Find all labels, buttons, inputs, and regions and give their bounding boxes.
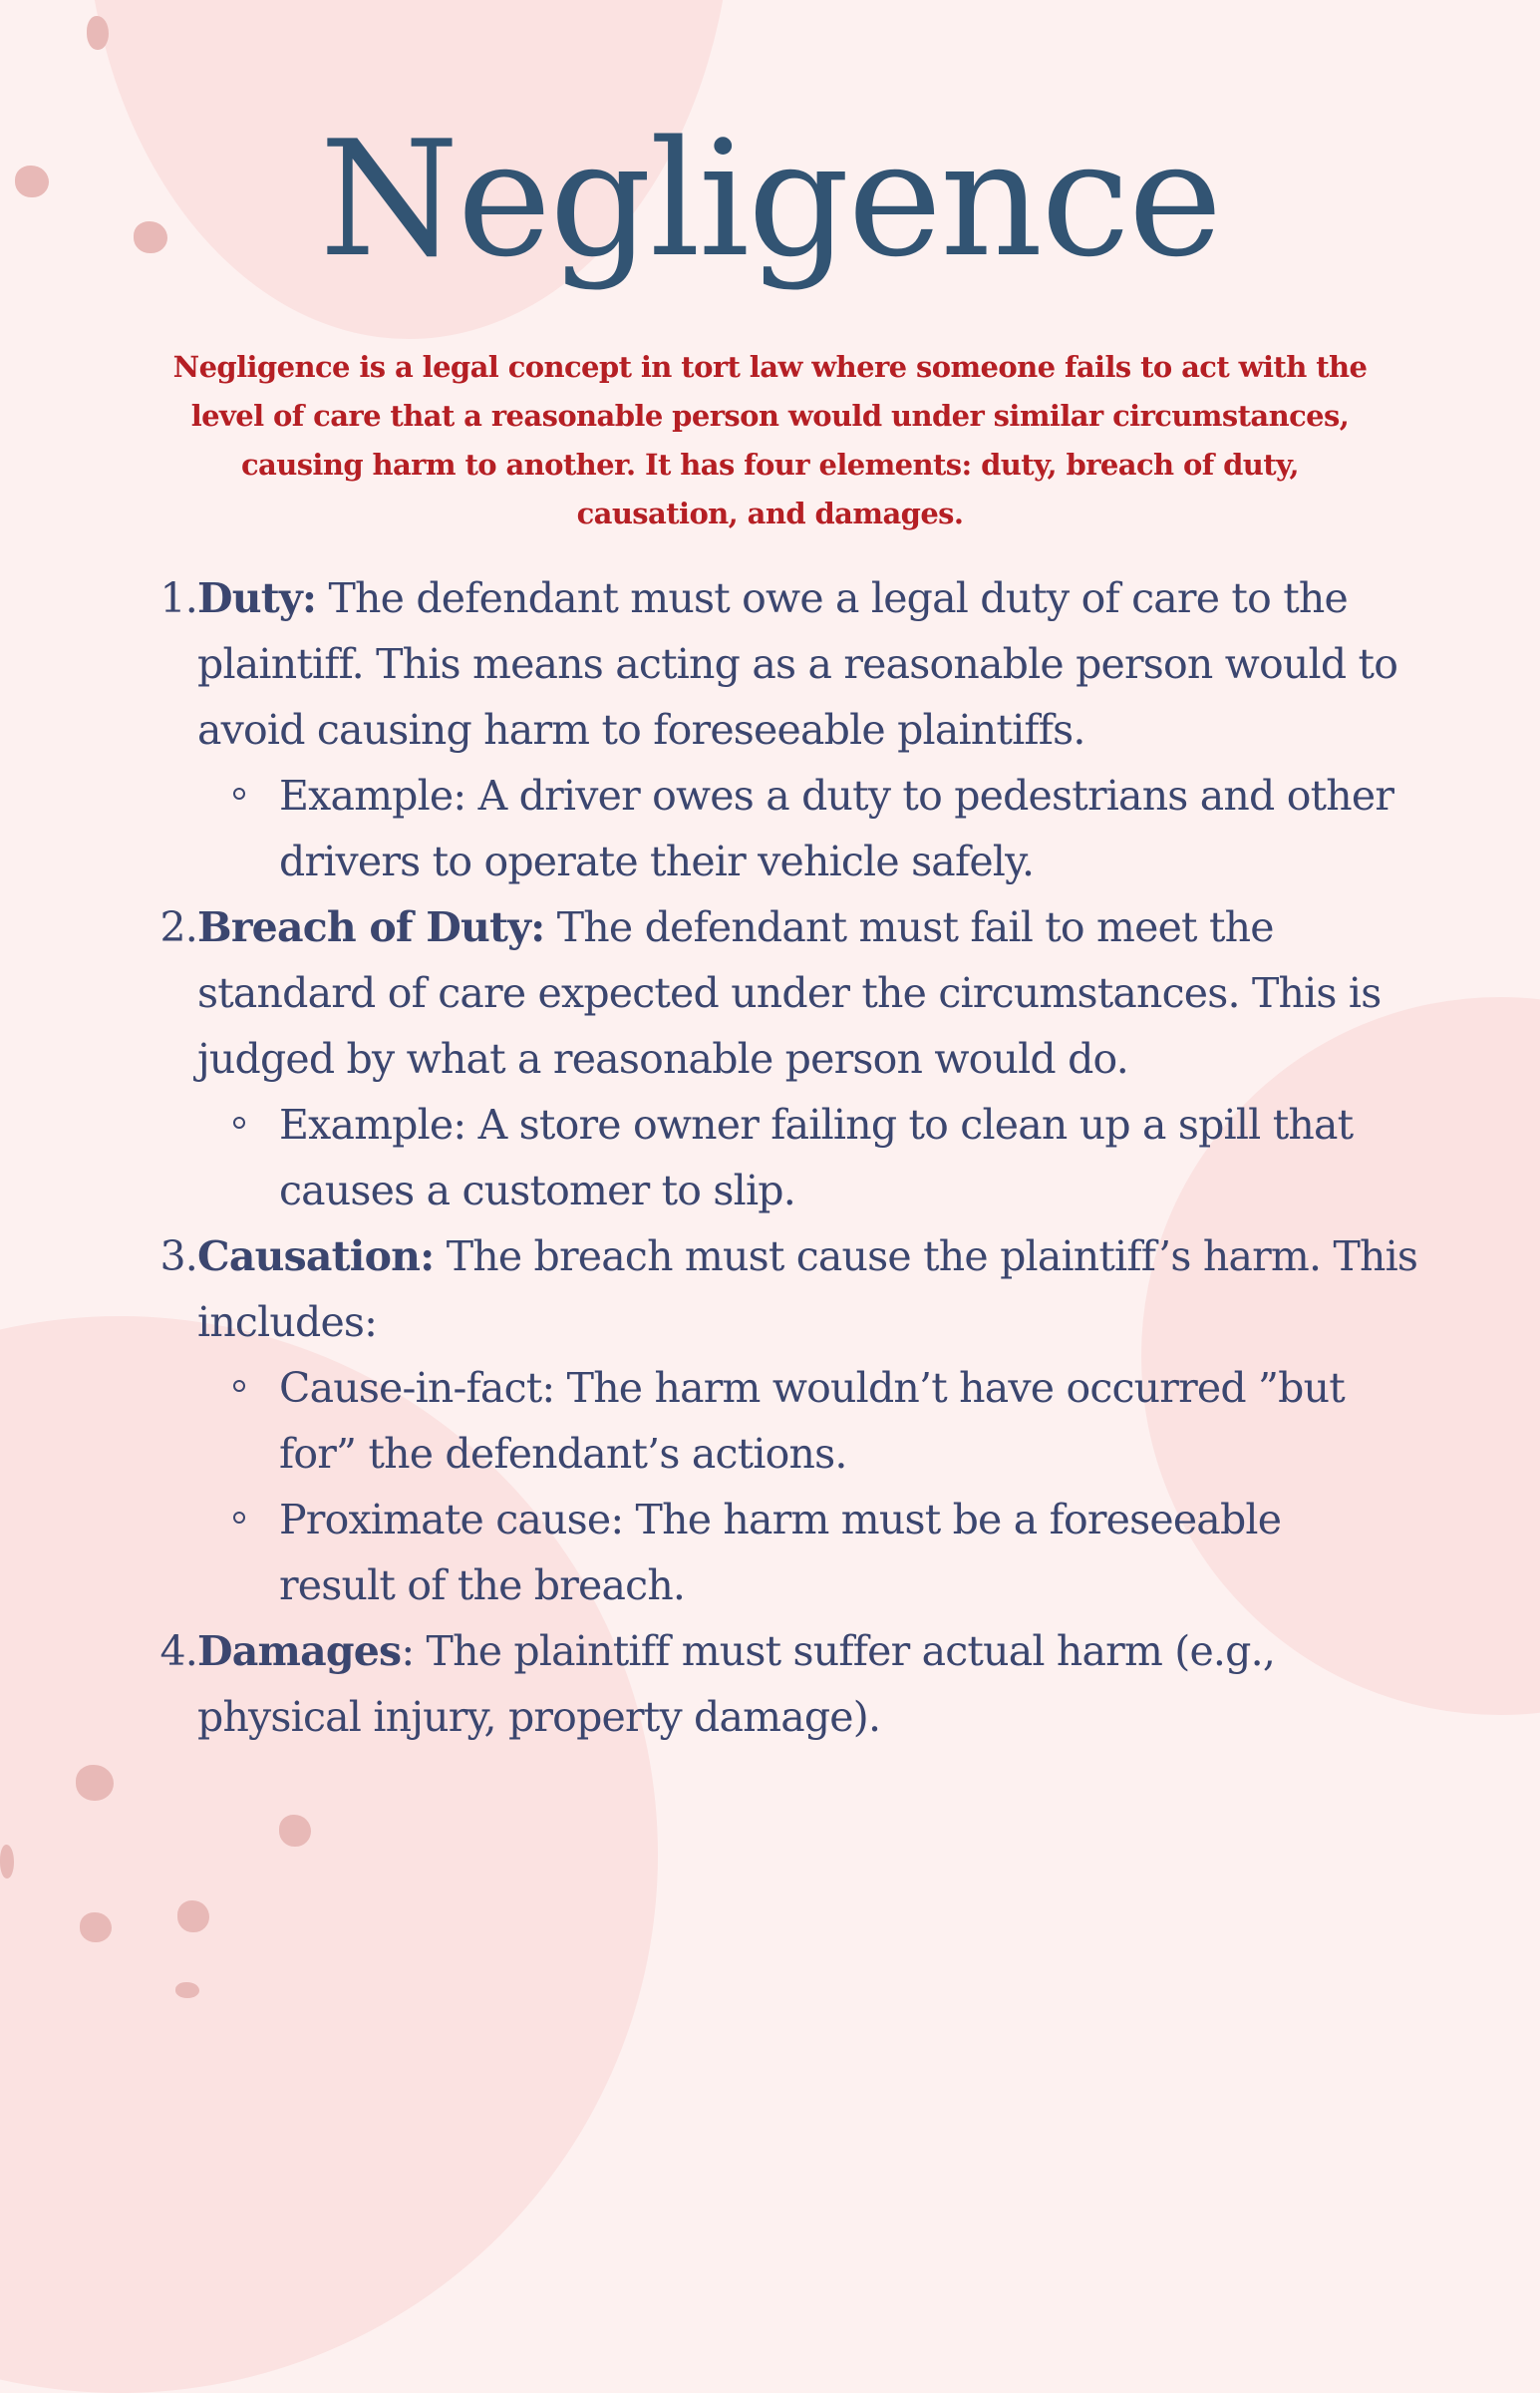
sub-list [197, 1092, 1423, 1223]
element-number: 3. [159, 1232, 197, 1280]
element-term: Breach of Duty: [197, 903, 545, 951]
element-item [0, 1618, 1423, 1750]
element-term: Duty: [197, 574, 317, 622]
element-description: The defendant must fail to meet the standard of care expected under the circumstances. This is judged by what a reasonable person would do. [197, 903, 1382, 1083]
sub-item [197, 763, 1395, 894]
circle-bullet-icon [233, 1117, 245, 1129]
sub-item-text: Example: A store owner failing to clean up a spill that causes a customer to slip. [279, 1101, 1354, 1214]
sub-list [197, 1355, 1423, 1618]
element-item [0, 1223, 1423, 1618]
element-number: 4. [159, 1627, 197, 1675]
page-title: Negligence [319, 106, 1221, 292]
element-item [0, 565, 1423, 894]
decorative-dot [80, 1912, 112, 1942]
element-number: 2. [159, 903, 197, 951]
element-description: : The plaintiff must suffer actual harm (e.g., physical injury, property damage). [197, 1627, 1276, 1741]
element-number: 1. [159, 574, 197, 622]
decorative-dot [0, 1845, 14, 1879]
sub-item [197, 1092, 1395, 1223]
sub-list [197, 763, 1423, 894]
decorative-dot [279, 1815, 311, 1847]
sub-item [197, 1355, 1395, 1487]
decorative-dot [76, 1765, 114, 1801]
sub-item [197, 1487, 1395, 1618]
element-description: The defendant must owe a legal duty of care to the plaintiff. This means acting as a reasonable person would to avoid causing harm to foreseeable plaintiffs. [197, 574, 1398, 754]
element-term: Damages [197, 1627, 402, 1675]
intro-paragraph: Negligence is a legal concept in tort law where someone fails to act with the level of care that a reasonable person would under similar circumstances, causing harm to another. It has four elements: duty, breach of duty, causation, and damages. [172, 350, 1368, 530]
element-description: The breach must cause the plaintiff’s harm. This includes: [197, 1232, 1418, 1346]
sub-item-text: Example: A driver owes a duty to pedestrians and other drivers to operate their vehicle safely. [279, 772, 1394, 885]
sub-item-text: Cause-in-fact: The harm wouldn’t have occurred ”but for” the defendant’s actions. [279, 1364, 1345, 1478]
element-term: Causation: [197, 1232, 435, 1280]
decorative-dot [87, 16, 109, 50]
circle-bullet-icon [233, 1380, 245, 1392]
circle-bullet-icon [233, 788, 245, 800]
elements-list [0, 565, 1540, 1750]
sub-item-text: Proximate cause: The harm must be a foreseeable result of the breach. [279, 1496, 1282, 1609]
circle-bullet-icon [233, 1512, 245, 1524]
decorative-dot [175, 1982, 199, 1998]
element-item [0, 894, 1423, 1223]
decorative-dot [177, 1900, 209, 1932]
